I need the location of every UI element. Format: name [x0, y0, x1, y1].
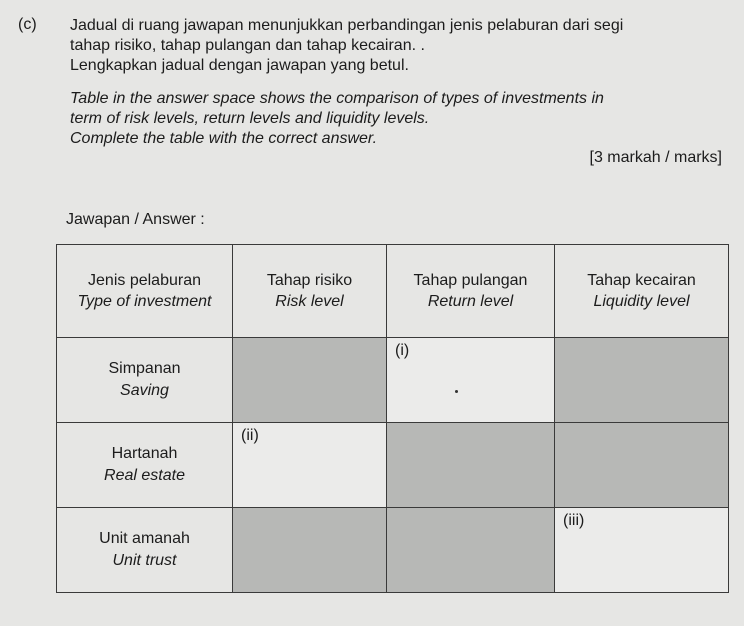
- answer-marker-i: (i): [395, 342, 410, 359]
- answer-marker-ii: (ii): [241, 427, 259, 444]
- saving-risk-cell: [233, 338, 387, 423]
- header-liquidity-level: [555, 245, 729, 338]
- question-label: (c): [18, 16, 37, 33]
- row-malay: Hartanah: [111, 445, 178, 462]
- real-estate-liquidity-cell: [555, 423, 729, 508]
- saving-return-answer-cell[interactable]: [387, 338, 555, 423]
- unit-trust-risk-cell: [233, 508, 387, 593]
- row-english: Saving: [120, 382, 169, 399]
- header-risk-level: [233, 245, 387, 338]
- table-row-unit-trust: [57, 508, 729, 593]
- malay-line: Jadual di ruang jawapan menunjukkan perbandingan jenis pelaburan dari segi: [70, 17, 624, 34]
- row-malay: Unit amanah: [99, 530, 190, 547]
- saving-liquidity-cell: [555, 338, 729, 423]
- answer-label: Jawapan / Answer :: [66, 211, 205, 228]
- header-return-level: [387, 245, 555, 338]
- header-malay: Jenis pelaburan: [88, 272, 201, 289]
- answer-marker-iii: (iii): [563, 512, 585, 529]
- row-english: Unit trust: [112, 552, 177, 569]
- real-estate-return-cell: [387, 423, 555, 508]
- header-english: Risk level: [275, 293, 344, 310]
- table-row-saving: [57, 338, 729, 423]
- marks-label: [3 markah / marks]: [589, 149, 722, 166]
- english-line: term of risk levels, return levels and liquidity levels.: [70, 110, 430, 127]
- table-row-real-estate: [57, 423, 729, 508]
- header-english: Type of investment: [77, 293, 212, 310]
- real-estate-risk-answer-cell[interactable]: [233, 423, 387, 508]
- header-malay: Tahap kecairan: [587, 272, 696, 289]
- english-instruction: [70, 89, 604, 149]
- header-row: [57, 245, 729, 338]
- malay-instruction: [70, 16, 623, 76]
- row-english: Real estate: [104, 467, 185, 484]
- row-label-unit-trust: [57, 508, 233, 593]
- pen-dot: [455, 390, 458, 393]
- english-line: Complete the table with the correct answer.: [70, 130, 378, 147]
- header-malay: Tahap risiko: [266, 272, 353, 289]
- header-english: Liquidity level: [593, 293, 690, 310]
- answer-table: [56, 244, 729, 593]
- row-label-real-estate: [57, 423, 233, 508]
- malay-line: Lengkapkan jadual dengan jawapan yang betul.: [70, 57, 409, 74]
- header-english: Return level: [427, 293, 514, 310]
- unit-trust-return-cell: [387, 508, 555, 593]
- malay-line: tahap risiko, tahap pulangan dan tahap kecairan. .: [70, 37, 425, 54]
- header-malay: Tahap pulangan: [413, 272, 528, 289]
- header-type-of-investment: [57, 245, 233, 338]
- row-label-saving: [57, 338, 233, 423]
- row-malay: Simpanan: [108, 360, 181, 377]
- unit-trust-liquidity-answer-cell[interactable]: [555, 508, 729, 593]
- english-line: Table in the answer space shows the comparison of types of investments in: [70, 90, 604, 107]
